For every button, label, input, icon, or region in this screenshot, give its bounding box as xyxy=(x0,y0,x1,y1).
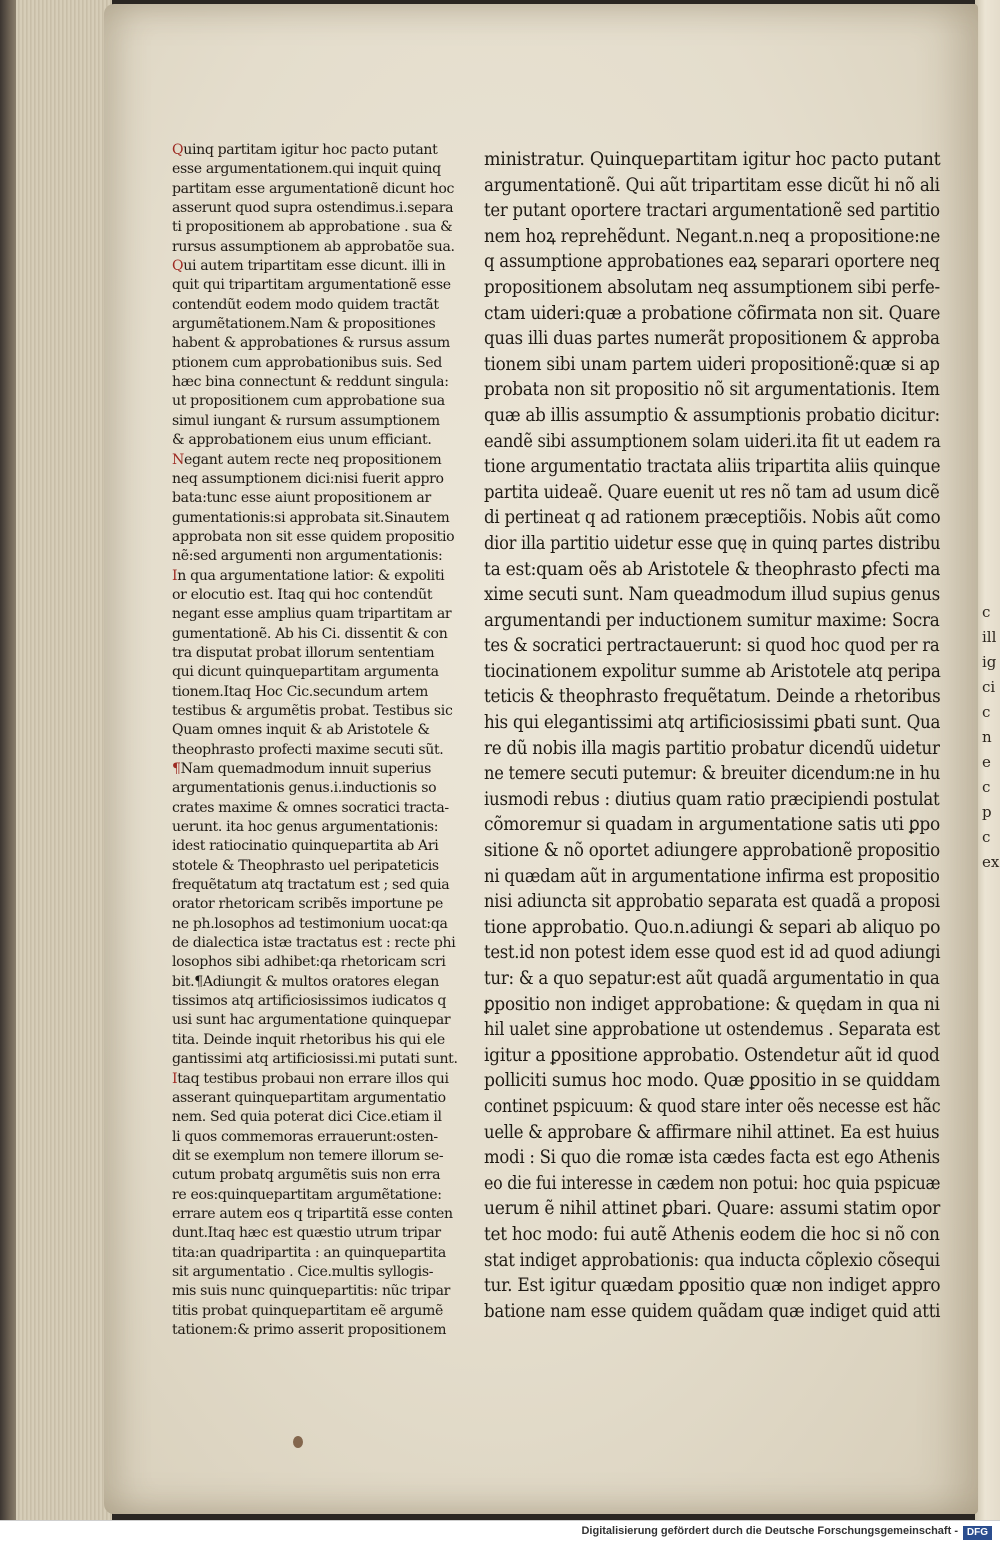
text-line: tationem:& primo asserit propositionem xyxy=(172,1321,447,1338)
text-line: continet pspicuum: & quod stare inter oẽs necesse est hãc xyxy=(484,1095,941,1117)
text-line: li quos commemoras errauerunt:osten- xyxy=(172,1128,438,1145)
text-line: bata:tunc esse aiunt propositionem ar xyxy=(172,490,431,507)
text-line: orator rhetoricam scribẽs importune pe xyxy=(172,896,443,913)
page-block-edge xyxy=(16,0,112,1520)
text-line: gumentationẽ. Ab his Ci. dissentit & con xyxy=(172,625,448,642)
text-line: or elocutio est. Itaq qui hoc contendũt xyxy=(172,586,433,603)
text-line: uelle & approbare & affirmare nihil attinet. Ea est huius xyxy=(484,1121,940,1143)
text-line: argumentationis genus.i.inductionis so xyxy=(172,780,437,797)
text-line: errare autem eos q tripartitã esse conten xyxy=(172,1205,453,1222)
text-line: bit.¶Adiungit & multos oratores elegan xyxy=(172,973,439,990)
rubricated-initial: Q xyxy=(172,258,184,275)
text-line: neq assumptionem dici:nisi fuerit appro xyxy=(172,470,444,487)
text-line xyxy=(172,141,464,160)
text-line: sitione & nõ oportet adiungere approbationẽ propositio xyxy=(484,840,940,862)
text-line: usi sunt hac argumentatione quinquepar xyxy=(172,1012,451,1029)
text-line: iusmodi rebus : diutius quam ratio præcipiendi postulat xyxy=(484,788,940,810)
text-line: polliciti sumus hoc modo. Quæ ꝑpositio in se quiddam xyxy=(484,1070,940,1092)
text-line: di pertineat q ad rationem præceptiõis. Nobis aũt como xyxy=(484,507,941,529)
text-line: ctam uideri:quæ a probatione cõfirmata non sit. Quare xyxy=(484,302,941,324)
funding-credit-text: Digitalisierung gefördert durch die Deutsche Forschungsgemeinschaft xyxy=(581,1525,952,1537)
text-line: hæc bina connectunt & reddunt singula: xyxy=(172,374,449,391)
text-line: uerum ẽ nihil attinet ꝑbari. Quare: assumi statim opor xyxy=(484,1198,941,1220)
text-line: hil ualet sine approbatione ut ostendemus . Separata est xyxy=(484,1019,940,1041)
text-line: nem hoꝝ reprehẽdunt. Negant.n.neq a propositione:ne xyxy=(484,225,941,247)
text-line: testibus & argumẽtis probat. Testibus sic xyxy=(172,702,453,719)
rubricated-initial: N xyxy=(172,451,184,468)
text-line: idest ratiocinatio quinquepartita ab Ari xyxy=(172,838,439,855)
text-line-remainder: uinq partitam igitur hoc pacto putant xyxy=(183,142,438,158)
funding-credit xyxy=(581,1525,958,1537)
text-line: esse argumentationem.qui inquit quinq xyxy=(172,161,441,178)
text-line: titis probat quinquepartitam eẽ argumẽ xyxy=(172,1302,444,1319)
text-line: partitam esse argumentationẽ dicunt hoc xyxy=(172,180,455,197)
text-line: tionem sibi unam partem uideri propositionẽ:quæ si ap xyxy=(484,353,940,375)
text-line: batione nam esse quidem quãdam quæ indiget quid atti xyxy=(484,1300,941,1322)
text-line-remainder: taq testibus probaui non errare illos qui xyxy=(177,1070,449,1087)
text-line: propositionem absolutam neq assumptionem sibi perfe- xyxy=(484,276,940,298)
text-line: mis suis nunc quinquepartitis: nũc tripar xyxy=(172,1283,451,1300)
text-line: q assumptione approbationes eaꝝ separari oportere neq xyxy=(484,251,940,273)
text-line: uerunt. ita hoc genus argumentationis: xyxy=(172,819,439,836)
text-line: ter putant oportere tractari argumentationẽ sed partitio xyxy=(484,200,940,222)
text-line: quæ ab illis assumptio & assumptionis probatio dicitur: xyxy=(484,404,940,426)
text-line: tita. Deinde inquit rhetoribus his qui ele xyxy=(172,1031,445,1048)
text-line: ti propositionem ab approbatione . sua & xyxy=(172,219,453,236)
text-line: stotele & Theophrasto uel peripateticis xyxy=(172,857,439,874)
text-line: eandẽ sibi assumptionem solam uideri.ita fit ut eadem ra xyxy=(484,430,941,452)
text-line: theophrasto profecti maxime secuti sũt. xyxy=(172,741,444,758)
text-line: habent & approbationes & rursus assum xyxy=(172,335,450,352)
text-line: ne temere secuti putemur: & breuiter dicendum:ne in hu xyxy=(484,763,941,785)
funding-credit-separator: - xyxy=(951,1525,958,1537)
text-line: ut propositionem cum approbatione sua xyxy=(172,393,445,410)
rubricated-initial: ¶ xyxy=(172,761,181,777)
text-line: ta est:quam oẽs ab Aristotele & theophrasto ꝑfecti ma xyxy=(484,558,941,580)
text-line: gumentationis:si approbata sit.Sinautem xyxy=(172,509,450,526)
text-line: frequẽtatum atq tractatum est ; sed quia xyxy=(172,877,450,894)
text-line: igitur a ꝑpositione approbatio. Ostendetur aũt id quod xyxy=(484,1044,940,1066)
text-line-remainder: egant autem recte neq propositionem xyxy=(183,451,442,468)
rubricated-initial: I xyxy=(172,567,178,584)
text-line: tra disputat probat illorum sententiam xyxy=(172,644,435,661)
text-line: asserant quinquepartitam argumentatio xyxy=(172,1089,446,1106)
text-line: argumentationẽ. Qui aũt tripartitam esse dicũt hi nõ ali xyxy=(484,174,940,196)
text-line xyxy=(172,257,464,276)
text-line: his qui elegantissimi atq artificiosissimi ꝑbati sunt. Qua xyxy=(484,712,941,734)
rubricated-initial: Q xyxy=(172,142,184,158)
text-line: negant esse amplius quam tripartitam ar xyxy=(172,606,452,623)
text-line: tiocinationem expolitur summe ab Aristotele atq peripa xyxy=(484,660,941,682)
text-line-remainder: n qua argumentatione latior: & expoliti xyxy=(177,567,445,584)
text-line: quit qui tripartitam argumentationẽ esse xyxy=(172,277,451,294)
rubricated-initial: I xyxy=(172,1070,178,1087)
book-binding-edge xyxy=(0,0,16,1520)
facing-page-text-fragment: c ill ig ci c n e c p c ex xyxy=(982,603,1000,871)
dfg-logo: DFG xyxy=(963,1526,992,1540)
text-line: losophos sibi adhibet:qa rhetoricam scri xyxy=(172,954,446,971)
text-line: contendũt eodem modo quidem tractãt xyxy=(172,296,439,313)
text-line: tur: & a quo sepatur:est aũt quadã argumentatio in qua xyxy=(484,968,940,989)
text-line: dior illa partitio uidetur esse quę in quinq partes distribu xyxy=(484,532,941,554)
text-line: ni quædam aũt in argumentatione infirma est propositio xyxy=(484,865,940,887)
text-line: nisi adiuncta sit approbatio separata est quadã a proposi xyxy=(484,891,940,913)
text-line: eo die fui interesse in cædem non potui: hoc quia pspicuæ xyxy=(484,1172,941,1194)
text-line: ne ph.losophos ad testimonium uocat:qa xyxy=(172,915,448,932)
text-line: tet hoc modo: fui autẽ Athenis eodem die hoc si nõ con xyxy=(484,1223,940,1245)
text-line: nem. Sed quia poterat dici Cice.etiam il xyxy=(172,1109,442,1126)
left-text-column xyxy=(172,141,464,1340)
text-line: ptionem cum approbationibus suis. Sed xyxy=(172,354,442,371)
text-line: teticis & theophrasto frequẽtatum. Deinde a rhetoribus xyxy=(484,686,941,708)
text-line: tione approbatio. Quo.n.adiungi & separi ab aliquo po xyxy=(484,916,941,938)
text-line: de dialectica istæ tractatus est : recte phi xyxy=(172,935,456,952)
text-line: tes & socratici pertractauerunt: si quod hoc quod per ra xyxy=(484,635,940,657)
text-line: xime secuti sunt. Nam queadmodum illud supius genus xyxy=(484,584,940,606)
text-line: test.id non potest idem esse quod est id ad quod adiungi xyxy=(484,942,941,964)
text-line: Quam omnes inquit & ab Aristotele & xyxy=(172,722,430,739)
text-line: simul iungant & rursum assumptionem xyxy=(172,412,440,429)
text-line xyxy=(172,1070,464,1089)
text-line: argumentandi per inductionem sumitur maxime: Socra xyxy=(484,609,940,631)
text-line-remainder: Nam quemadmodum innuit superius xyxy=(180,761,431,777)
text-line: quas illi duas partes numerãt propositionem & approba xyxy=(484,328,940,350)
text-line: ministratur. Quinquepartitam igitur hoc pacto putant xyxy=(484,149,941,170)
text-line: ꝑpositio non indiget approbatione: & quędam in qua ni xyxy=(484,993,940,1015)
text-line: modi : Si quo die romæ ista cædes facta est ego Athenis xyxy=(484,1147,940,1169)
text-line: partita uideaẽ. Quare euenit ut res nõ tam ad usum dicẽ xyxy=(484,481,940,503)
text-line: tur. Est igitur quædam ꝑpositio quæ non indiget appro xyxy=(484,1275,941,1297)
text-line: re dũ nobis illa magis partitio probatur dicendũ uidetur xyxy=(484,737,940,759)
right-text-column xyxy=(484,147,940,1324)
text-line: sit argumentatio . Cice.multis syllogis- xyxy=(172,1263,434,1280)
text-line: tione argumentatio tractata aliis tripartita aliis quinque xyxy=(484,456,941,478)
text-line: argumẽtationem.Nam & propositiones xyxy=(172,316,436,333)
digitization-footer xyxy=(0,1520,1000,1545)
text-line: crates maxime & omnes socratici tracta- xyxy=(172,799,449,816)
text-line: tita:an quadripartita : an quinquepartita xyxy=(172,1244,446,1261)
text-line-remainder: ui autem tripartitam esse dicunt. illi in xyxy=(183,258,446,275)
text-line: re eos:quinquepartitam argumẽtatione: xyxy=(172,1186,442,1203)
ink-stain xyxy=(293,1436,303,1448)
text-line: dunt.Itaq hæc est quæstio utrum tripar xyxy=(172,1225,441,1242)
text-line: cutum probatq argumẽtis suis non erra xyxy=(172,1167,441,1184)
text-line: tionem.Itaq Hoc Cic.secundum artem xyxy=(172,683,429,700)
text-line: rursus assumptionem ab approbatõe sua. xyxy=(172,238,455,255)
text-line: nẽ:sed argumenti non argumentationis: xyxy=(172,548,443,565)
text-line: qui dicunt quinquepartitam argumenta xyxy=(172,664,439,681)
text-line: gantissimi atq artificiosissi.mi putati sunt. xyxy=(172,1051,458,1068)
text-line: dit se exemplum non temere illorum se- xyxy=(172,1147,444,1164)
text-line: asserunt quod supra ostendimus.i.separa xyxy=(172,200,454,217)
text-line: tissimos atq artificiosissimos iudicatos q xyxy=(172,993,447,1010)
text-line xyxy=(172,567,464,586)
text-line: approbata non sit esse quidem propositio xyxy=(172,528,455,545)
text-line: stat indiget approbationis: qua inducta cõplexio cõsequi xyxy=(484,1249,940,1271)
text-line: cõmoremur si quadam in argumentatione satis uti ꝑpo xyxy=(484,814,940,836)
text-line: probata non sit propositio nõ sit argumentationis. Item xyxy=(484,379,940,401)
text-line: & approbationem eius unum efficiant. xyxy=(172,432,432,449)
text-line xyxy=(172,451,464,470)
text-line xyxy=(172,760,464,779)
